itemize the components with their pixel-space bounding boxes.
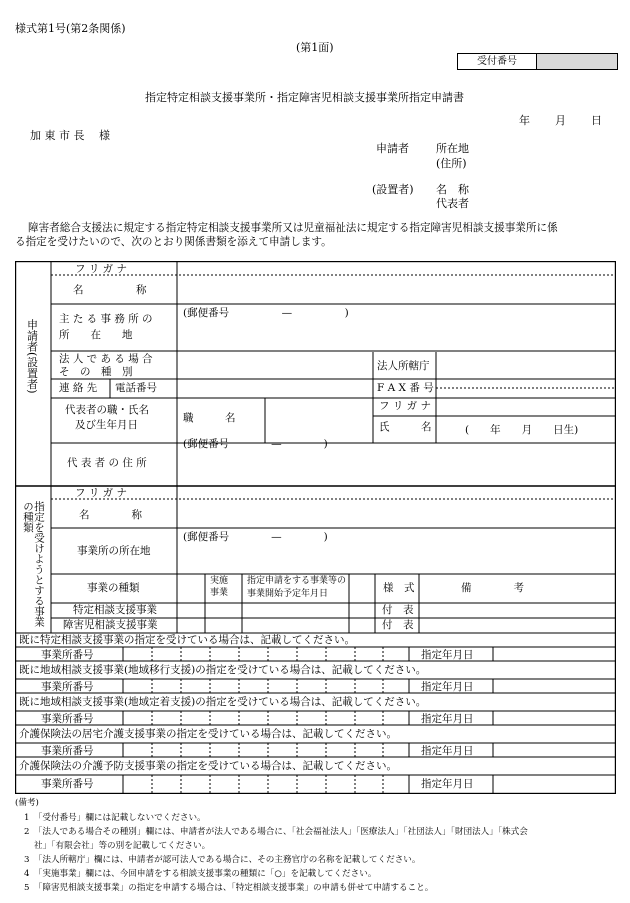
note-3: 3 「法人所轄庁」欄には、申請者が認可法人である場合に、その主務官庁の名称を記載してください。 bbox=[24, 855, 421, 865]
business-type-label: 事業の種類 bbox=[87, 582, 140, 594]
note-1: 1 「受付番号」欄には記載しないでください。 bbox=[24, 813, 206, 823]
note-2: 2 「法人である場合その種別」欄には、申請者が法人である場合に、「社会福祉法人」「医療法人」「社団法人」「財団法人」「株式会 bbox=[24, 827, 528, 837]
corporation-type-label-1: 法 人 で あ る 場 合 bbox=[59, 353, 153, 365]
note-4: 4 「実施事業」欄には、今回申請をする相談支援事業の種類に「○」を記載してください。 bbox=[24, 869, 377, 879]
implementation-label-2: 事業 bbox=[210, 588, 229, 598]
designation-date-label-2: 指定年月日 bbox=[421, 681, 474, 693]
remarks-label: 備 考 bbox=[461, 582, 524, 594]
furigana-label-3: フ リ ガ ナ bbox=[75, 487, 128, 499]
already-designated-3: 既に地域相談支援事業(地域定着支援)の指定を受けている場合は、記載してください。 bbox=[19, 696, 427, 708]
postal-code-field-2[interactable]: (郵便番号 — ) bbox=[183, 438, 328, 450]
office-location-label: 事業所の所在地 bbox=[77, 545, 151, 557]
office-number-label-4: 事業所番号 bbox=[41, 745, 94, 757]
start-date-label-1: 指定申請をする事業等の bbox=[247, 576, 347, 586]
row-child-consultation: 障害児相談支援事業 bbox=[63, 619, 158, 631]
page-number: (第1面) bbox=[296, 41, 334, 54]
receipt-number-label: 受付番号 bbox=[458, 54, 537, 69]
representative-address-label: 代 表 者 の 住 所 bbox=[67, 457, 147, 469]
corporation-office-label: 法人所轄庁 bbox=[377, 360, 430, 372]
designation-date-label-3: 指定年月日 bbox=[421, 713, 474, 725]
style-label: 様 式 bbox=[383, 582, 415, 594]
office-name-label: 名 称 bbox=[79, 509, 142, 521]
applicant-address-label: 所在地 bbox=[436, 142, 469, 155]
representative-label-2: 及び生年月日 bbox=[75, 419, 138, 431]
designation-date-label-4: 指定年月日 bbox=[421, 745, 474, 757]
date-year: 年 bbox=[519, 114, 530, 127]
office-location-label-2: 所 在 地 bbox=[59, 329, 133, 341]
fax-label: F A X 番 号 bbox=[377, 382, 434, 394]
applicant-section-label: 申請者(設置者) bbox=[25, 319, 39, 394]
corporation-type-label-2: そ の 種 別 bbox=[59, 366, 133, 378]
postal-code-field-3[interactable]: (郵便番号 — ) bbox=[183, 531, 328, 543]
job-title-label: 職 名 bbox=[183, 412, 236, 424]
phone-label: 電話番号 bbox=[115, 382, 157, 394]
business-section-label: 指定を受けようとする事業の種類 bbox=[22, 501, 46, 627]
addressee: 加 東 市 長 様 bbox=[30, 129, 110, 142]
start-date-label-2: 事業開始予定年月日 bbox=[247, 589, 329, 599]
applicant-rep-label: 代表者 bbox=[436, 197, 469, 210]
note-2-continued: 社」「有限会社」等の別を記載してください。 bbox=[34, 841, 211, 851]
designation-date-label-5: 指定年月日 bbox=[421, 778, 474, 790]
already-designated-1: 既に特定相談支援事業の指定を受けている場合は、記載してください。 bbox=[19, 634, 355, 646]
form-number: 様式第1号(第2条関係) bbox=[15, 22, 126, 35]
already-designated-2: 既に地域相談支援事業(地域移行支援)の指定を受けている場合は、記載してください。 bbox=[19, 664, 427, 676]
note-5: 5 「障害児相談支援事業」の指定を申請する場合は、「特定相談支援事業」の申請も併せて申請すること。 bbox=[24, 883, 434, 893]
applicant-name-label: 名 称 bbox=[436, 183, 469, 196]
applicant-label: 申請者 bbox=[376, 142, 409, 155]
contact-label: 連 絡 先 bbox=[59, 382, 98, 394]
office-number-label-5: 事業所番号 bbox=[41, 778, 94, 790]
postal-code-field[interactable]: (郵便番号 — ) bbox=[183, 307, 349, 319]
office-location-label-1: 主 た る 事 務 所 の bbox=[59, 313, 153, 325]
body-text-2: る指定を受けたいので、次のとおり関係書類を添えて申請します。 bbox=[15, 236, 332, 248]
representative-label-1: 代表者の職・氏名 bbox=[65, 404, 149, 416]
implementation-label-1: 実施 bbox=[210, 576, 229, 586]
furigana-label-2: フ リ ガ ナ bbox=[379, 400, 432, 412]
row-specific-consultation: 特定相談支援事業 bbox=[73, 604, 157, 616]
already-designated-4: 介護保険法の居宅介護支援事業の指定を受けている場合は、記載してください。 bbox=[19, 728, 397, 740]
appendix-label-1: 付 表 bbox=[382, 604, 414, 616]
body-text-1: 障害者総合支援法に規定する指定特定相談支援事業所又は児童福祉法に規定する指定障害児相談支援事業所に係 bbox=[28, 222, 558, 234]
receipt-number-field[interactable] bbox=[537, 54, 617, 69]
applicant-address-sub: (住所) bbox=[436, 157, 467, 170]
already-designated-5: 介護保険法の介護予防支援事業の指定を受けている場合は、記載してください。 bbox=[19, 760, 397, 772]
document-title: 指定特定相談支援事業所・指定障害児相談支援事業所指定申請書 bbox=[145, 91, 464, 104]
founder-label: (設置者) bbox=[372, 183, 414, 196]
notes-heading: (備考) bbox=[15, 798, 39, 808]
designation-date-label-1: 指定年月日 bbox=[421, 649, 474, 661]
receipt-number-box bbox=[457, 53, 618, 70]
full-name-label: 氏 名 bbox=[379, 421, 432, 433]
birth-date-field[interactable]: ( 年 月 日生) bbox=[465, 424, 579, 436]
office-number-label-1: 事業所番号 bbox=[41, 649, 94, 661]
furigana-label: フ リ ガ ナ bbox=[75, 263, 128, 275]
office-number-label-2: 事業所番号 bbox=[41, 681, 94, 693]
applicant-name-label: 名 称 bbox=[73, 284, 147, 296]
office-number-label-3: 事業所番号 bbox=[41, 713, 94, 725]
appendix-label-2: 付 表 bbox=[382, 619, 414, 631]
date-day: 日 bbox=[591, 114, 602, 127]
application-form-table bbox=[15, 261, 616, 794]
date-month: 月 bbox=[555, 114, 566, 127]
